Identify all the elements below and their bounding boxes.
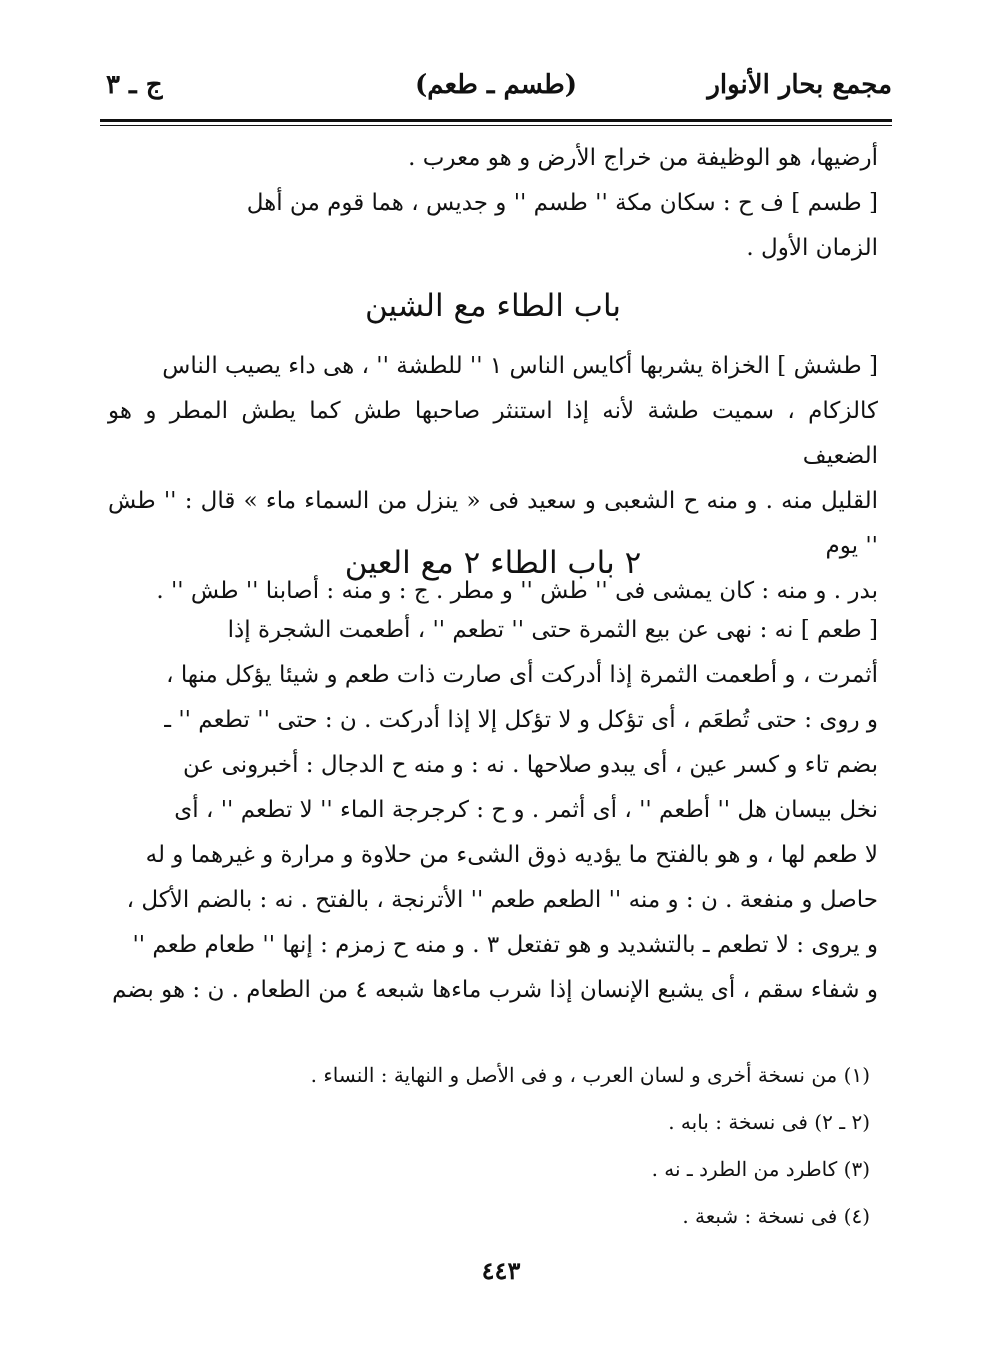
text-line: و شفاء سقم ، أى يشبع الإنسان إذا شرب ماءها شبعه ٤ من الطعام . ن : هو بضم — [112, 977, 878, 1003]
footnotes — [108, 1052, 878, 1240]
footnote: (٣) كاطرد من الطرد ـ نه . — [651, 1157, 870, 1181]
text-line: بدر . و منه : كان يمشى فى '' طش '' و مطر . ج : و منه : أصابنا '' طش '' . — [156, 578, 878, 604]
text-line: لا طعم لها ، و هو بالفتح ما يؤديه ذوق الشىء من حلاوة و مرارة و غيرهما و له — [145, 842, 878, 868]
text-line: أثمرت ، و أطعمت الثمرة إذا أدركت أى صارت ذات طعم و شيئا يؤكل منها ، — [166, 662, 878, 688]
footnote: (١) من نسخة أخرى و لسان العرب ، و فى الأصل و النهاية : النساء . — [310, 1063, 870, 1087]
footnote: (٢ ـ ٢) فى نسخة : بابه . — [668, 1110, 870, 1134]
text-line: الزمان الأول . — [746, 235, 878, 261]
text-line: نخل بيسان هل '' أطعم '' ، أى أثمر . و ح : كرجرجة الماء '' لا تطعم '' ، أى — [174, 797, 878, 823]
book-title: مجمع بحار الأنوار — [707, 70, 892, 100]
text-line: القليل منه . و منه ح الشعبى و سعيد فى « ينزل من السماء ماء » قال : '' طش '' يوم — [108, 488, 878, 559]
entry-block-taam — [108, 608, 878, 1013]
text-line: و يروى : لا تطعم ـ بالتشديد و هو تفتعل ٣ . و منه ح زمزم : إنها '' طعام طعم '' — [132, 932, 878, 958]
entry-block-tasam — [108, 136, 878, 271]
header-rule-thin — [100, 125, 892, 126]
volume-label: ج ـ ٣ — [106, 70, 163, 100]
text-line: [ طعم ] نه : نهى عن بيع الثمرة حتى '' تطعم '' ، أطعمت الشجرة إذا — [227, 617, 878, 643]
page-number: ٤٤٣ — [481, 1256, 521, 1285]
section-title-ta-ayn: ٢ باب الطاء ٢ مع العين — [344, 545, 642, 581]
text-line: و روى : حتى تُطعَم ، أى تؤكل و لا تؤكل إلا إذا أدركت . ن : حتى '' تطعم '' ـ — [164, 707, 878, 733]
text-line: [ طسم ] ف ح : سكان مكة '' طسم '' و جديس ، هما قوم من أهل — [246, 190, 878, 216]
header-rule-thick — [100, 119, 892, 122]
footnote: (٤) فى نسخة : شبعة . — [682, 1204, 870, 1228]
section-title-ta-shin: باب الطاء مع الشين — [364, 288, 622, 324]
text-line: كالزكام ، سميت طشة لأنه إذا استنثر صاحبها طش كما يطش المطر و هو الضعيف — [108, 398, 878, 469]
text-line: بضم تاء و كسر عين ، أى يبدو صلاحها . نه : و منه ح الدجال : أخبرونى عن — [183, 752, 878, 778]
text-line: أرضيها، هو الوظيفة من خراج الأرض و هو معرب . — [408, 145, 878, 171]
text-line: [ طشش ] الخزاة يشربها أكايس الناس ١ '' للطشة '' ، هى داء يصيب الناس — [162, 353, 878, 379]
text-line: حاصل و منفعة . ن : و منه '' الطعم طعم '' الأترنجة ، بالفتح . نه : بالضم الأكل ، — [126, 887, 878, 913]
running-header — [100, 62, 892, 112]
entry-range: (طسم ـ طعم) — [414, 70, 578, 100]
